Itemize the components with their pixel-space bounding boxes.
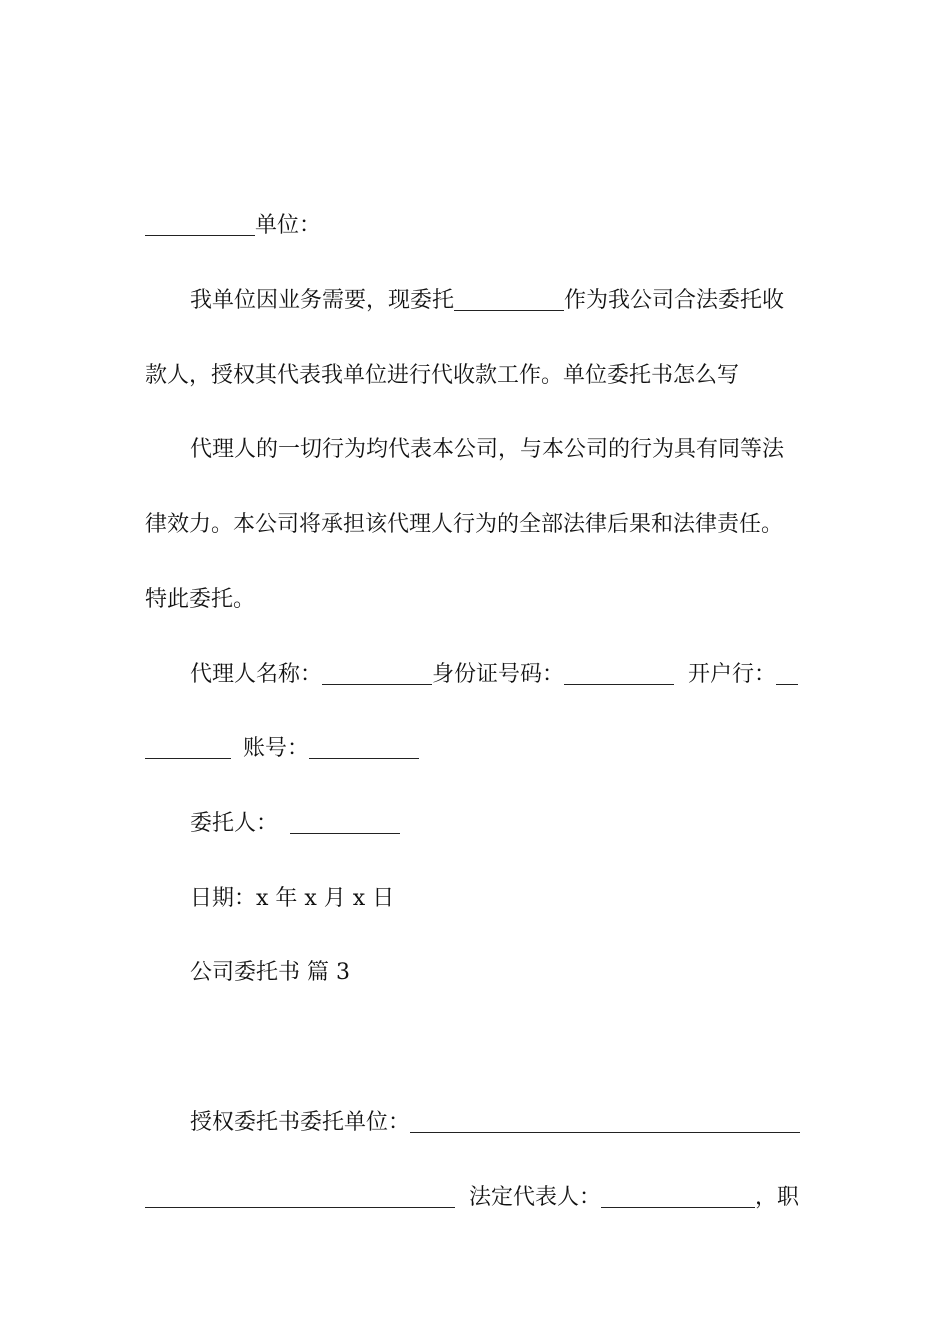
bank-blank-start [776,660,798,685]
auth-unit-line [145,1103,810,1143]
principal-label: 委托人： [190,811,279,836]
para2-line2 [145,505,810,545]
date-line [145,879,810,919]
fields-line1 [145,655,810,695]
title-tail: ，职 [755,1185,800,1210]
auth-unit-label: 授权委托书委托单位： [190,1110,411,1135]
legal-rep-line [145,1178,810,1218]
section-heading: 公司委托书 篇 3 [190,960,350,985]
para2-line1 [145,430,810,470]
closing-text: 特此委托。 [145,587,256,612]
para2-text-b: 律效力。本公司将承担该代理人行为的全部法律后果和法律责任。 [145,512,784,537]
unit-label: 单位： [255,213,322,238]
unit-blank [145,211,255,236]
principal-blank [290,809,400,834]
agent-name-blank [322,660,432,685]
auth-unit-blank [410,1108,800,1133]
agent-blank [454,286,564,311]
bank-blank-end [145,734,231,759]
para2-text-a: 代理人的一切行为均代表本公司，与本公司的行为具有同等法 [190,437,785,462]
fields-line2 [145,729,810,769]
agent-name-label: 代理人名称： [190,662,323,687]
date-text: 日期：x 年 x 月 x 日 [190,886,395,911]
auth-unit-blank-cont [145,1183,455,1208]
legal-rep-label: 法定代表人： [469,1185,602,1210]
para1-text-a: 我单位因业务需要，现委托 [190,288,455,313]
para1-line1 [145,281,810,321]
bank-label: 开户行： [688,662,777,687]
heading-line [145,953,810,993]
legal-rep-blank [601,1183,755,1208]
para1-text-c: 款人，授权其代表我单位进行代收款工作。单位委托书怎么写 [145,363,740,388]
id-number-blank [564,660,674,685]
principal-line [145,804,810,844]
account-blank [309,734,419,759]
closing-line [145,580,810,620]
unit-line [145,206,810,246]
para1-line2 [145,356,810,396]
para1-text-b: 作为我公司合法委托收 [564,288,785,313]
id-number-label: 身份证号码： [432,662,565,687]
account-label: 账号： [243,736,310,761]
